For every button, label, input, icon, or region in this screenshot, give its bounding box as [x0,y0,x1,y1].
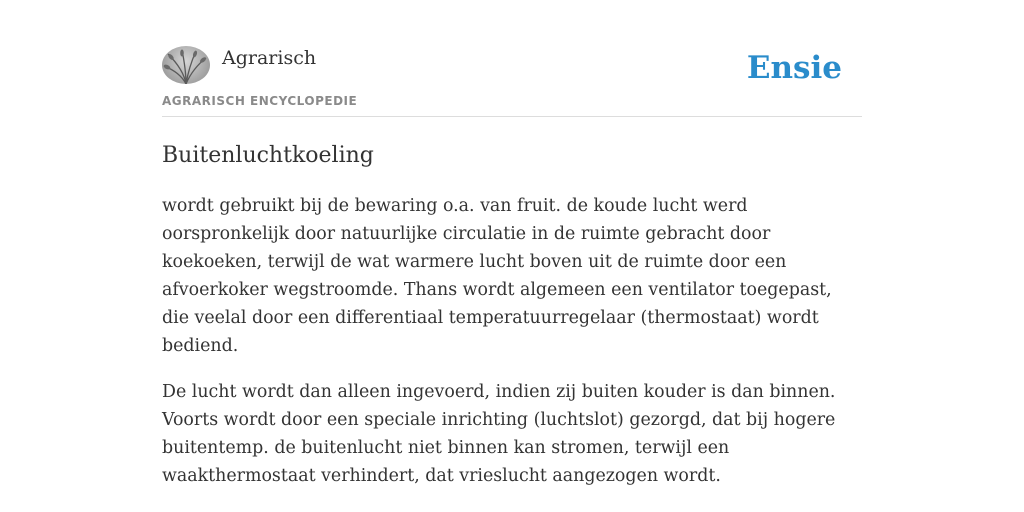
wheat-icon [162,46,210,84]
entry-content [162,192,862,490]
source-title[interactable]: Agrarisch [222,47,317,69]
source-avatar[interactable] [162,46,210,84]
entry-paragraph: De lucht wordt dan alleen ingevoerd, indien zij buiten kouder is dan binnen. Voorts wordt door een speciale inrichting (luchtslot) gezorgd, dat bij hogere buitentemp. de buitenlucht niet binnen kan stromen, terwijl een waakthermostaat verhindert, dat vrieslucht aangezogen wordt. [162,382,836,486]
source-subtitle[interactable]: AGRARISCH ENCYCLOPEDIE [162,94,358,108]
brand-logo[interactable]: Ensie [746,50,842,86]
header [162,46,862,117]
entry-paragraph: wordt gebruikt bij de bewaring o.a. van fruit. de koude lucht werd oorspronkelijk door natuurlijke circulatie in de ruimte gebracht door koekoeken, terwijl de wat warmere lucht boven uit de ruimte door een afvoerkoker wegstroomde. Thans wordt algemeen een ventilator toegepast, die veelal door een differentiaal temperatuurregelaar (thermostaat) wordt bediend. [162,196,832,356]
entry-title: Buitenluchtkoeling [162,143,374,168]
page [162,0,862,490]
